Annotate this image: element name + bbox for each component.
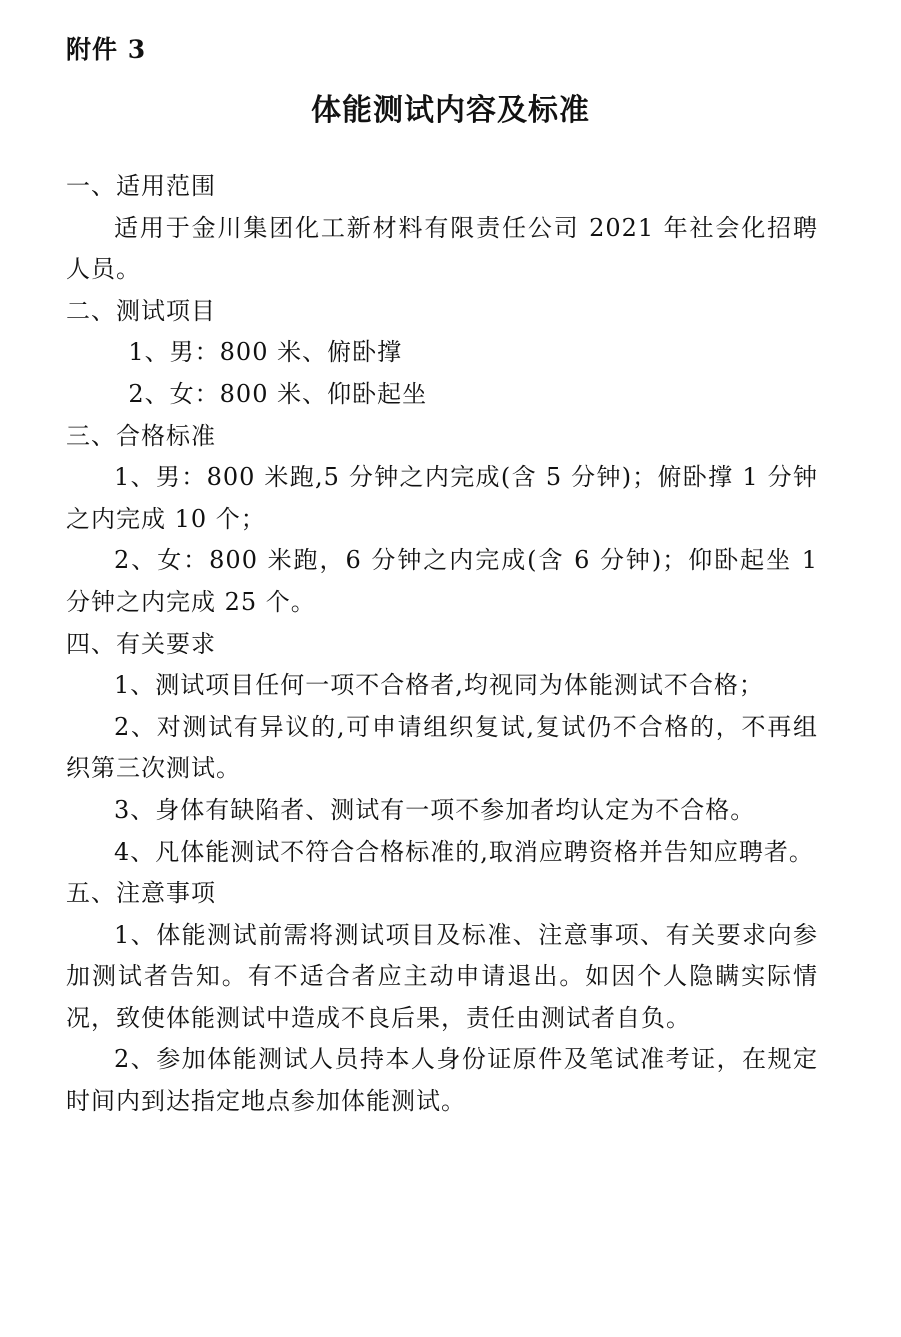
scope-paragraph: 适用于金川集团化工新材料有限责任公司 2021 年社会化招聘人员。 xyxy=(66,213,818,284)
test-item-female: 2、女：800 米、仰卧起坐 xyxy=(128,379,428,408)
attachment-label: 附件 3 xyxy=(66,35,147,64)
requirement-1: 1、测试项目任何一项不合格者,均视同为体能测试不合格； xyxy=(114,671,764,700)
requirement-2: 2、对测试有异议的,可申请组织复试,复试仍不合格的，不再组织第三次测试。 xyxy=(66,712,818,783)
standard-female: 2、女：800 米跑，6 分钟之内完成(含 6 分钟)；仰卧起坐 1 分钟之内完成 25 个。 xyxy=(66,546,818,616)
requirement-3: 3、身体有缺陷者、测试有一项不参加者均认定为不合格。 xyxy=(114,795,756,824)
note-2: 2、参加体能测试人员持本人身份证原件及笔试准考证，在规定时间内到达指定地点参加体能测试。 xyxy=(66,1045,818,1116)
section-heading-test-items: 二、测试项目 xyxy=(66,296,216,325)
section-heading-requirements: 四、有关要求 xyxy=(66,629,216,658)
test-item-male: 1、男：800 米、俯卧撑 xyxy=(128,338,403,367)
requirement-4: 4、凡体能测试不符合合格标准的,取消应聘资格并告知应聘者。 xyxy=(114,837,814,866)
document-body xyxy=(66,166,818,1123)
section-heading-scope: 一、适用范围 xyxy=(66,172,216,200)
document-title: 体能测试内容及标准 xyxy=(311,93,590,128)
section-heading-standards: 三、合格标准 xyxy=(66,421,216,450)
section-heading-notes: 五、注意事项 xyxy=(66,879,216,908)
standard-male: 1、男：800 米跑,5 分钟之内完成(含 5 分钟)；俯卧撑 1 分钟之内完成 10 个； xyxy=(66,463,818,533)
note-1: 1、体能测试前需将测试项目及标准、注意事项、有关要求向参加测试者告知。有不适合者应主动申请退出。如因个人隐瞒实际情况，致使体能测试中造成不良后果，责任由测试者自负。 xyxy=(66,920,818,1032)
